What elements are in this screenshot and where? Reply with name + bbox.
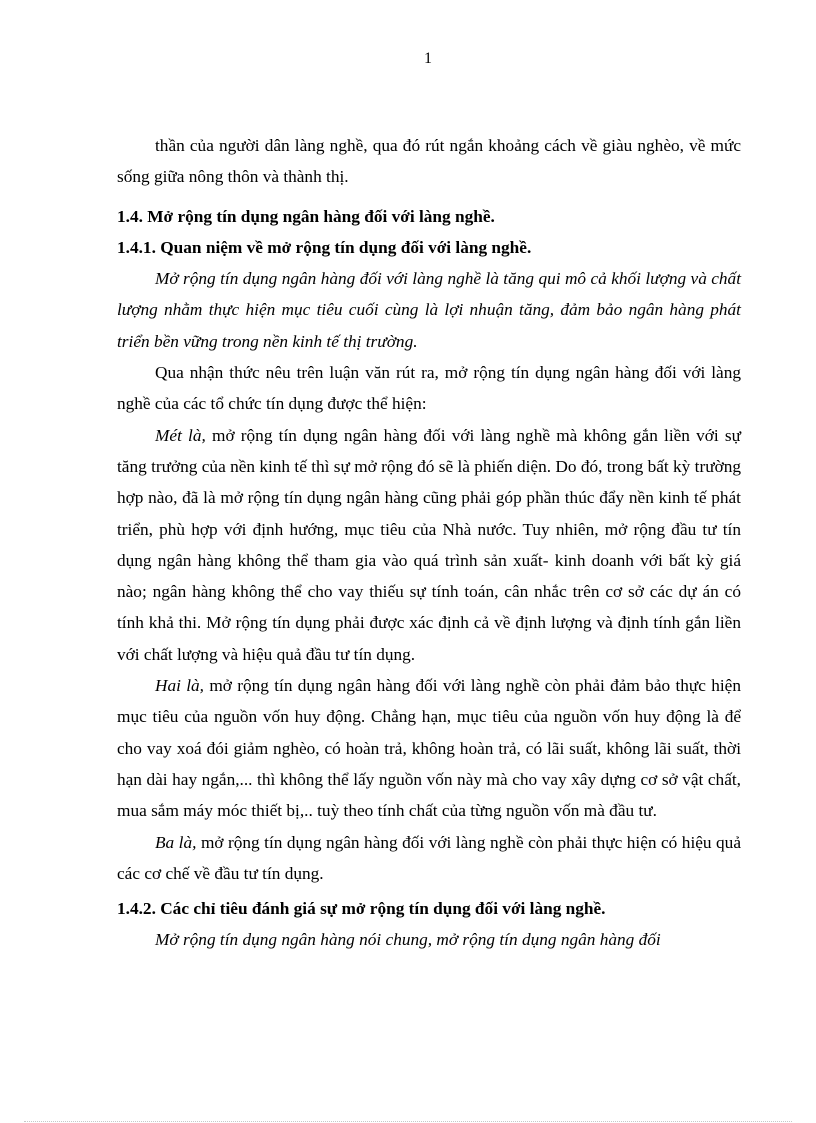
paragraph-criteria (117, 924, 741, 955)
paragraph-definition (117, 263, 741, 357)
criteria-text: Mở rộng tín dụng ngân hàng nói chung, mở rộng tín dụng ngân hàng đối (155, 930, 661, 950)
section-heading-1-4-1: 1.4.1. Quan niệm về mở rộng tín dụng đối với làng nghề. (117, 237, 532, 257)
paragraph-point-one (117, 420, 741, 670)
document-body (117, 130, 741, 956)
paragraph-point-three (117, 827, 741, 890)
definition-text: Mở rộng tín dụng ngân hàng đối với làng nghề là tăng qui mô cả khối lượng và chất lượng nhằm thực hiện mục tiêu cuối cùng là lợi nhuận tăng, đảm bảo ngân hàng phát triển bền vững trong nền kinh tế thị trường. (117, 269, 741, 351)
paragraph-continuation: thần của người dân làng nghề, qua đó rút ngắn khoảng cách về giàu nghèo, về mức sống giữa nông thôn và thành thị. (117, 136, 741, 187)
section-heading-1-4: 1.4. Mở rộng tín dụng ngân hàng đối với làng nghề. (117, 206, 495, 226)
paragraph-point-two (117, 670, 741, 826)
point-one-text: mở rộng tín dụng ngân hàng đối với làng nghề mà không gắn liền với sự tăng trưởng của nền kinh tế thì sự mở rộng đó sẽ là phiến diện. Do đó, trong bất kỳ trường hợp nào, đã là mở rộng tín dụng ngân hàng cũng phải góp phần thúc đẩy nền kinh tế phát triển, phù hợp với định hướng, mục tiêu của Nhà nước. Tuy nhiên, mở rộng đầu tư tín dụng ngân hàng không thể tham gia vào quá trình sản xuất- kinh doanh với bất kỳ giá nào; ngân hàng không thể cho vay thiếu sự tính toán, cân nhắc trên cơ sở các dự án có tính khả thi. Mở rộng tín dụng phải được xác định cả về định lượng và định tính gắn liền với chất lượng và hiệu quả đầu tư tín dụng. (117, 425, 742, 664)
point-three-lead: Ba là, (155, 832, 197, 852)
point-two-lead: Hai là, (155, 676, 205, 696)
paragraph-intro: Qua nhận thức nêu trên luận văn rút ra, mở rộng tín dụng ngân hàng đối với làng nghề của các tổ chức tín dụng được thể hiện: (117, 363, 741, 414)
point-two-text: mở rộng tín dụng ngân hàng đối với làng nghề còn phải đảm bảo thực hiện mục tiêu của nguồn vốn huy động. Chẳng hạn, mục tiêu của nguồn vốn huy động là để cho vay xoá đói giảm nghèo, có hoàn trả, không hoàn trả, có lãi suất, không lãi suất, thời hạn dài hay ngắn,... thì không thể lấy nguồn vốn này mà cho vay xây dựng cơ sở vật chất, mua sắm máy móc thiết bị,.. tuỳ theo tính chất của từng nguồn vốn mà đầu tư. (117, 676, 741, 821)
point-three-text: mở rộng tín dụng ngân hàng đối với làng nghề còn phải thực hiện có hiệu quả các cơ chế về đầu tư tín dụng. (117, 832, 741, 883)
point-one-lead: Mét là, (155, 425, 206, 445)
page-bottom-rule (24, 1121, 792, 1122)
page-number: 1 (424, 50, 432, 67)
section-heading-1-4-2: 1.4.2. Các chỉ tiêu đánh giá sự mở rộng tín dụng đối với làng nghề. (117, 899, 606, 919)
